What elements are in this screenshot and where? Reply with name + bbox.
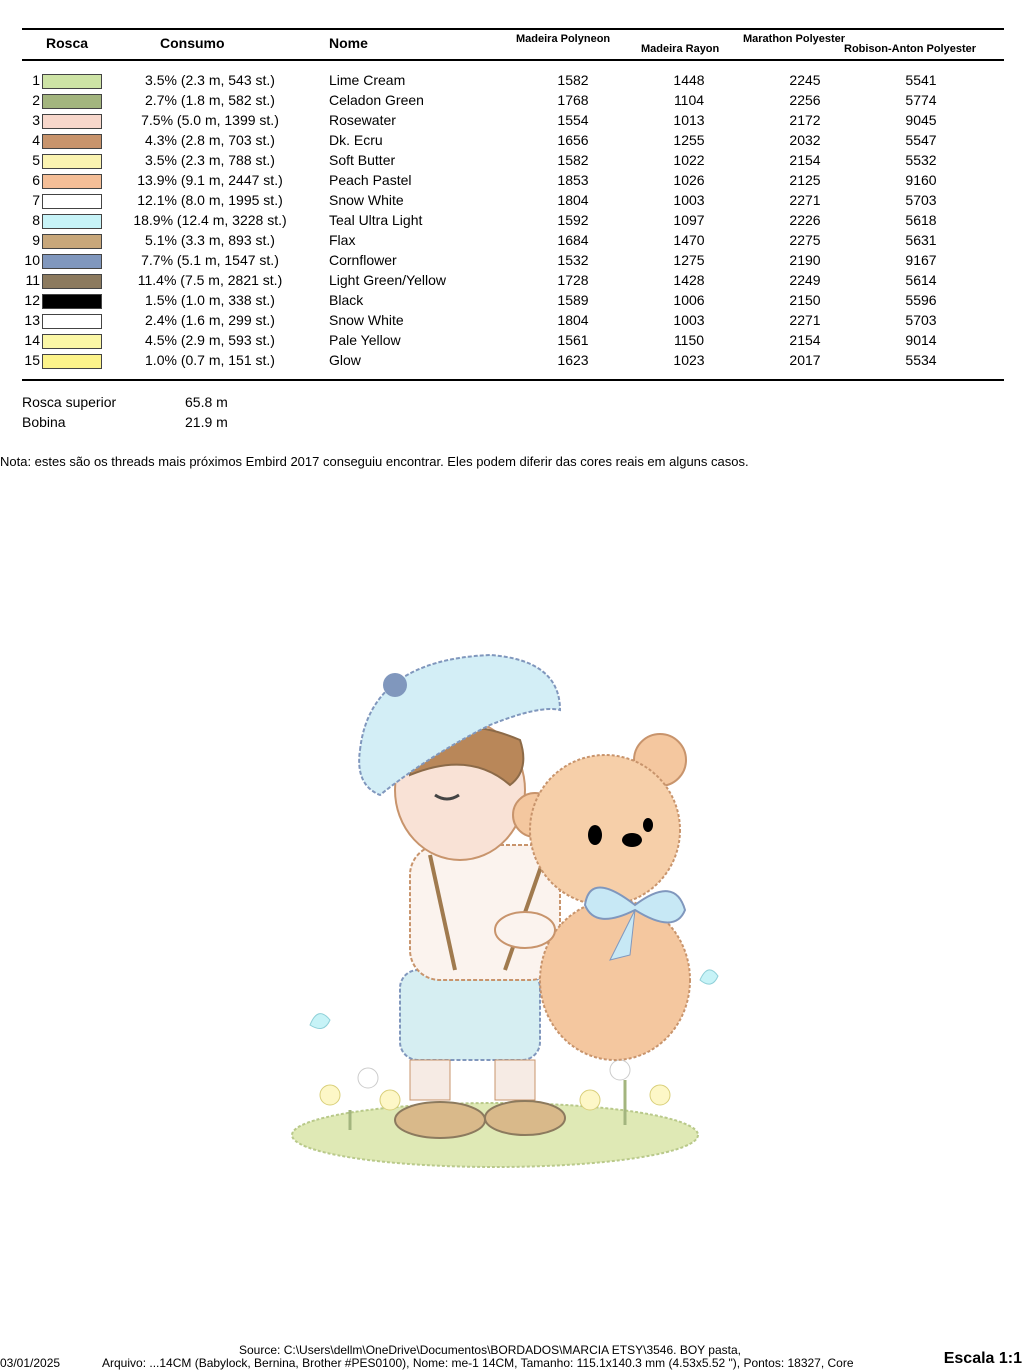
row-number: 10 (24, 252, 40, 268)
color-swatch (42, 94, 102, 109)
consumption-cell: 3.5% (2.3 m, 543 st.) (145, 72, 275, 88)
boy-sock-left (410, 1060, 450, 1100)
table-row (0, 92, 1024, 112)
bear-head (530, 755, 680, 905)
madeira-rayon-cell: 1255 (673, 132, 705, 148)
marathon-polyester-cell: 2154 (789, 152, 821, 168)
madeira-polyneon-cell: 1853 (557, 172, 589, 188)
color-swatch (42, 154, 102, 169)
bobbin-value: 21.9 m (185, 414, 228, 430)
row-number: 11 (25, 272, 40, 288)
madeira-polyneon-cell: 1768 (557, 92, 589, 108)
color-name-cell: Teal Ultra Light (329, 212, 423, 228)
madeira-rayon-cell: 1150 (673, 332, 705, 348)
table-row (0, 112, 1024, 132)
bear-nose (622, 833, 642, 847)
madeira-rayon-cell: 1104 (673, 92, 705, 108)
butterfly-left (310, 1014, 330, 1029)
robison-anton-cell: 5596 (905, 292, 937, 308)
boy-arm (495, 912, 555, 948)
row-number: 15 (24, 352, 40, 368)
robison-anton-cell: 5547 (905, 132, 937, 148)
color-name-cell: Pale Yellow (329, 332, 401, 348)
madeira-rayon-cell: 1003 (673, 312, 705, 328)
row-number: 2 (32, 92, 40, 108)
madeira-rayon-cell: 1448 (673, 72, 705, 88)
color-swatch (42, 294, 102, 309)
boy-shoe-right (485, 1101, 565, 1135)
boy-sock-right (495, 1060, 535, 1100)
madeira-rayon-cell: 1097 (673, 212, 705, 228)
robison-anton-cell: 5614 (905, 272, 937, 288)
consumption-cell: 4.3% (2.8 m, 703 st.) (145, 132, 275, 148)
marathon-polyester-cell: 2249 (789, 272, 821, 288)
robison-anton-cell: 5618 (905, 212, 937, 228)
marathon-polyester-cell: 2256 (789, 92, 821, 108)
color-swatch (42, 134, 102, 149)
bear-body (540, 900, 690, 1060)
color-name-cell: Celadon Green (329, 92, 424, 108)
table-row (0, 172, 1024, 192)
consumption-cell: 1.5% (1.0 m, 338 st.) (145, 292, 275, 308)
madeira-polyneon-cell: 1561 (557, 332, 589, 348)
madeira-rayon-cell: 1022 (673, 152, 705, 168)
robison-anton-cell: 9014 (905, 332, 937, 348)
table-row (0, 252, 1024, 272)
consumption-cell: 7.5% (5.0 m, 1399 st.) (141, 112, 279, 128)
madeira-rayon-cell: 1023 (673, 352, 705, 368)
madeira-polyneon-cell: 1656 (557, 132, 589, 148)
color-swatch (42, 74, 102, 89)
top-rule (22, 28, 1004, 30)
madeira-polyneon-cell: 1623 (557, 352, 589, 368)
row-number: 7 (32, 192, 40, 208)
madeira-polyneon-cell: 1592 (557, 212, 589, 228)
consumption-cell: 5.1% (3.3 m, 893 st.) (145, 232, 275, 248)
table-row (0, 312, 1024, 332)
robison-anton-cell: 9045 (905, 112, 937, 128)
row-number: 4 (32, 132, 40, 148)
col-header-consumo: Consumo (160, 35, 225, 51)
bobbin-label: Bobina (22, 414, 66, 430)
robison-anton-cell: 5534 (905, 352, 937, 368)
embroidery-design-image (290, 640, 730, 1180)
marathon-polyester-cell: 2271 (789, 192, 821, 208)
consumption-cell: 18.9% (12.4 m, 3228 st.) (133, 212, 287, 228)
madeira-polyneon-cell: 1804 (557, 312, 589, 328)
marathon-polyester-cell: 2150 (789, 292, 821, 308)
consumption-cell: 4.5% (2.9 m, 593 st.) (145, 332, 275, 348)
madeira-rayon-cell: 1026 (673, 172, 705, 188)
color-name-cell: Dk. Ecru (329, 132, 383, 148)
bear-eye-left (588, 825, 602, 845)
table-row (0, 332, 1024, 352)
madeira-rayon-cell: 1013 (673, 112, 705, 128)
madeira-rayon-cell: 1470 (673, 232, 705, 248)
table-row (0, 192, 1024, 212)
color-swatch (42, 254, 102, 269)
table-row (0, 292, 1024, 312)
col-header-rosca: Rosca (46, 35, 89, 51)
madeira-polyneon-cell: 1532 (557, 252, 589, 268)
color-swatch (42, 314, 102, 329)
marathon-polyester-cell: 2125 (789, 172, 821, 188)
color-name-cell: Cornflower (329, 252, 397, 268)
consumption-cell: 1.0% (0.7 m, 151 st.) (145, 352, 275, 368)
madeira-rayon-cell: 1428 (673, 272, 705, 288)
top-thread-label: Rosca superior (22, 394, 117, 410)
madeira-polyneon-cell: 1728 (557, 272, 589, 288)
color-swatch (42, 354, 102, 369)
table-row (0, 212, 1024, 232)
robison-anton-cell: 5703 (905, 192, 937, 208)
marathon-polyester-cell: 2226 (789, 212, 821, 228)
table-row (0, 72, 1024, 92)
butterfly-right (700, 970, 718, 984)
color-name-cell: Snow White (329, 312, 404, 328)
marathon-polyester-cell: 2275 (789, 232, 821, 248)
marathon-polyester-cell: 2172 (789, 112, 821, 128)
table-row (0, 132, 1024, 152)
consumption-cell: 2.4% (1.6 m, 299 st.) (145, 312, 275, 328)
madeira-rayon-cell: 1275 (673, 252, 705, 268)
row-number: 12 (24, 292, 40, 308)
row-number: 6 (32, 172, 40, 188)
color-swatch (42, 274, 102, 289)
bottom-rule (22, 379, 1004, 381)
robison-anton-cell: 5631 (905, 232, 937, 248)
row-number: 3 (32, 112, 40, 128)
row-number: 8 (32, 212, 40, 228)
robison-anton-cell: 9160 (905, 172, 937, 188)
robison-anton-cell: 9167 (905, 252, 937, 268)
color-name-cell: Snow White (329, 192, 404, 208)
color-swatch (42, 174, 102, 189)
marathon-polyester-cell: 2154 (789, 332, 821, 348)
marathon-polyester-cell: 2190 (789, 252, 821, 268)
col-header-madeira-polyneon: Madeira Polyneon (516, 33, 611, 45)
consumption-cell: 7.7% (5.1 m, 1547 st.) (141, 252, 279, 268)
color-swatch (42, 214, 102, 229)
bear-eye-right (643, 818, 653, 832)
consumption-cell: 12.1% (8.0 m, 1995 st.) (137, 192, 283, 208)
footer-file-info: Arquivo: ...14CM (Babylock, Bernina, Brother #PES0100), Nome: me-1 14CM, Tamanho: 115.1x140.3 mm (4.53x5.52 "), Pontos: 18327, Core (102, 1356, 854, 1370)
col-header-robison-anton: Robison-Anton Polyester (844, 43, 977, 55)
consumption-cell: 3.5% (2.3 m, 788 st.) (145, 152, 275, 168)
marathon-polyester-cell: 2245 (789, 72, 821, 88)
col-header-madeira-rayon: Madeira Rayon (641, 43, 720, 55)
robison-anton-cell: 5774 (905, 92, 937, 108)
footer-source: Source: C:\Users\dellm\OneDrive\Documentos\BORDADOS\MARCIA ETSY\3546. BOY pasta, (239, 1343, 741, 1357)
header-rule (22, 59, 1004, 61)
scale-label: Escala 1:1 (943, 1350, 1022, 1367)
color-name-cell: Rosewater (329, 112, 396, 128)
row-number: 14 (24, 332, 40, 348)
color-name-cell: Glow (329, 352, 361, 368)
cap-button (383, 673, 407, 697)
consumption-cell: 2.7% (1.8 m, 582 st.) (145, 92, 275, 108)
madeira-rayon-cell: 1006 (673, 292, 705, 308)
table-row (0, 232, 1024, 252)
color-swatch (42, 114, 102, 129)
boy-shoe-left (395, 1102, 485, 1138)
madeira-polyneon-cell: 1589 (557, 292, 589, 308)
table-row (0, 152, 1024, 172)
madeira-polyneon-cell: 1554 (557, 112, 589, 128)
madeira-rayon-cell: 1003 (673, 192, 705, 208)
footer-date: 03/01/2025 (0, 1356, 61, 1370)
color-swatch (42, 234, 102, 249)
marathon-polyester-cell: 2017 (789, 352, 821, 368)
madeira-polyneon-cell: 1582 (557, 152, 589, 168)
madeira-polyneon-cell: 1804 (557, 192, 589, 208)
robison-anton-cell: 5532 (905, 152, 937, 168)
color-name-cell: Light Green/Yellow (329, 272, 447, 288)
marathon-polyester-cell: 2032 (789, 132, 821, 148)
row-number: 1 (32, 72, 40, 88)
row-number: 13 (24, 312, 40, 328)
robison-anton-cell: 5703 (905, 312, 937, 328)
robison-anton-cell: 5541 (905, 72, 937, 88)
color-name-cell: Peach Pastel (329, 172, 412, 188)
col-header-marathon-polyester: Marathon Polyester (743, 33, 846, 45)
row-number: 9 (32, 232, 40, 248)
table-row (0, 272, 1024, 292)
top-thread-value: 65.8 m (185, 394, 228, 410)
color-name-cell: Black (329, 292, 364, 308)
color-swatch (42, 334, 102, 349)
color-name-cell: Soft Butter (329, 152, 396, 168)
boy-shorts (400, 970, 540, 1060)
madeira-polyneon-cell: 1582 (557, 72, 589, 88)
marathon-polyester-cell: 2271 (789, 312, 821, 328)
color-swatch (42, 194, 102, 209)
table-row (0, 352, 1024, 372)
color-name-cell: Flax (329, 232, 356, 248)
disclaimer-note: Nota: estes são os threads mais próximos Embird 2017 conseguiu encontrar. Eles podem diferir das cores reais em alguns casos. (0, 454, 749, 469)
consumption-cell: 11.4% (7.5 m, 2821 st.) (137, 272, 283, 288)
row-number: 5 (32, 152, 40, 168)
madeira-polyneon-cell: 1684 (557, 232, 589, 248)
col-header-nome: Nome (329, 35, 368, 51)
color-name-cell: Lime Cream (329, 72, 406, 88)
consumption-cell: 13.9% (9.1 m, 2447 st.) (137, 172, 283, 188)
